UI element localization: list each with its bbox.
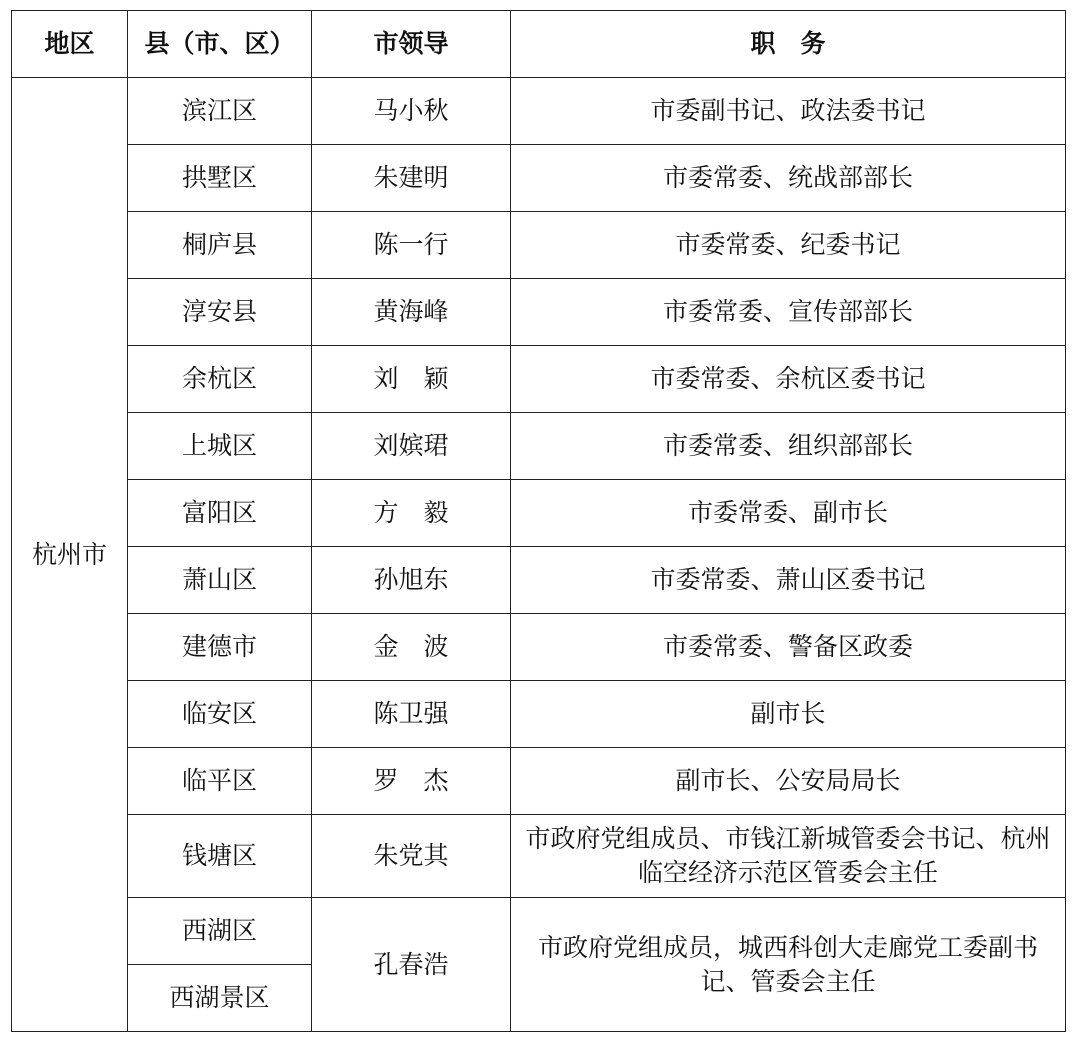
county-cell: 淳安县 (128, 279, 312, 346)
leader-cell: 刘 颖 (312, 346, 511, 413)
leader-cell: 金 波 (312, 614, 511, 681)
leader-cell: 黄海峰 (312, 279, 511, 346)
region-cell: 杭州市 (12, 78, 128, 1032)
table-row (12, 480, 1066, 547)
table-row (12, 413, 1066, 480)
county-cell: 富阳区 (128, 480, 312, 547)
leader-cell: 朱建明 (312, 145, 511, 212)
position-cell: 市委常委、警备区政委 (511, 614, 1066, 681)
leader-cell: 罗 杰 (312, 748, 511, 815)
position-cell: 副市长 (511, 681, 1066, 748)
position-cell: 市委常委、纪委书记 (511, 212, 1066, 279)
header-county: 县（市、区） (128, 11, 312, 78)
position-cell: 市政府党组成员，城西科创大走廊党工委副书记、管委会主任 (511, 898, 1066, 1032)
leader-cell: 马小秋 (312, 78, 511, 145)
leader-assignment-table (11, 10, 1066, 1032)
table-row (12, 78, 1066, 145)
position-cell: 市委副书记、政法委书记 (511, 78, 1066, 145)
county-cell: 西湖区 (128, 898, 312, 965)
position-cell: 市委常委、统战部部长 (511, 145, 1066, 212)
position-cell: 市委常委、组织部部长 (511, 413, 1066, 480)
county-cell: 上城区 (128, 413, 312, 480)
leader-cell: 孙旭东 (312, 547, 511, 614)
county-cell: 萧山区 (128, 547, 312, 614)
table-row (12, 681, 1066, 748)
leader-cell: 陈一行 (312, 212, 511, 279)
position-cell: 市政府党组成员、市钱江新城管委会书记、杭州临空经济示范区管委会主任 (511, 815, 1066, 898)
position-cell: 市委常委、萧山区委书记 (511, 547, 1066, 614)
county-cell: 临平区 (128, 748, 312, 815)
header-position: 职 务 (511, 11, 1066, 78)
position-cell: 市委常委、副市长 (511, 480, 1066, 547)
header-region: 地区 (12, 11, 128, 78)
leader-cell: 刘嫔珺 (312, 413, 511, 480)
table-row (12, 212, 1066, 279)
table-row (12, 547, 1066, 614)
county-cell: 临安区 (128, 681, 312, 748)
table-row (12, 815, 1066, 898)
table-row (12, 898, 1066, 965)
position-cell: 市委常委、余杭区委书记 (511, 346, 1066, 413)
position-cell: 副市长、公安局局长 (511, 748, 1066, 815)
county-cell: 西湖景区 (128, 965, 312, 1032)
leader-cell: 孔春浩 (312, 898, 511, 1032)
county-cell: 拱墅区 (128, 145, 312, 212)
leader-cell: 方 毅 (312, 480, 511, 547)
table-row (12, 748, 1066, 815)
leader-cell: 朱党其 (312, 815, 511, 898)
county-cell: 桐庐县 (128, 212, 312, 279)
county-cell: 建德市 (128, 614, 312, 681)
table-row (12, 346, 1066, 413)
county-cell: 余杭区 (128, 346, 312, 413)
header-leader: 市领导 (312, 11, 511, 78)
header-row (12, 11, 1066, 78)
position-cell: 市委常委、宣传部部长 (511, 279, 1066, 346)
table-row (12, 614, 1066, 681)
county-cell: 滨江区 (128, 78, 312, 145)
table-row (12, 279, 1066, 346)
table-row (12, 145, 1066, 212)
county-cell: 钱塘区 (128, 815, 312, 898)
leader-cell: 陈卫强 (312, 681, 511, 748)
